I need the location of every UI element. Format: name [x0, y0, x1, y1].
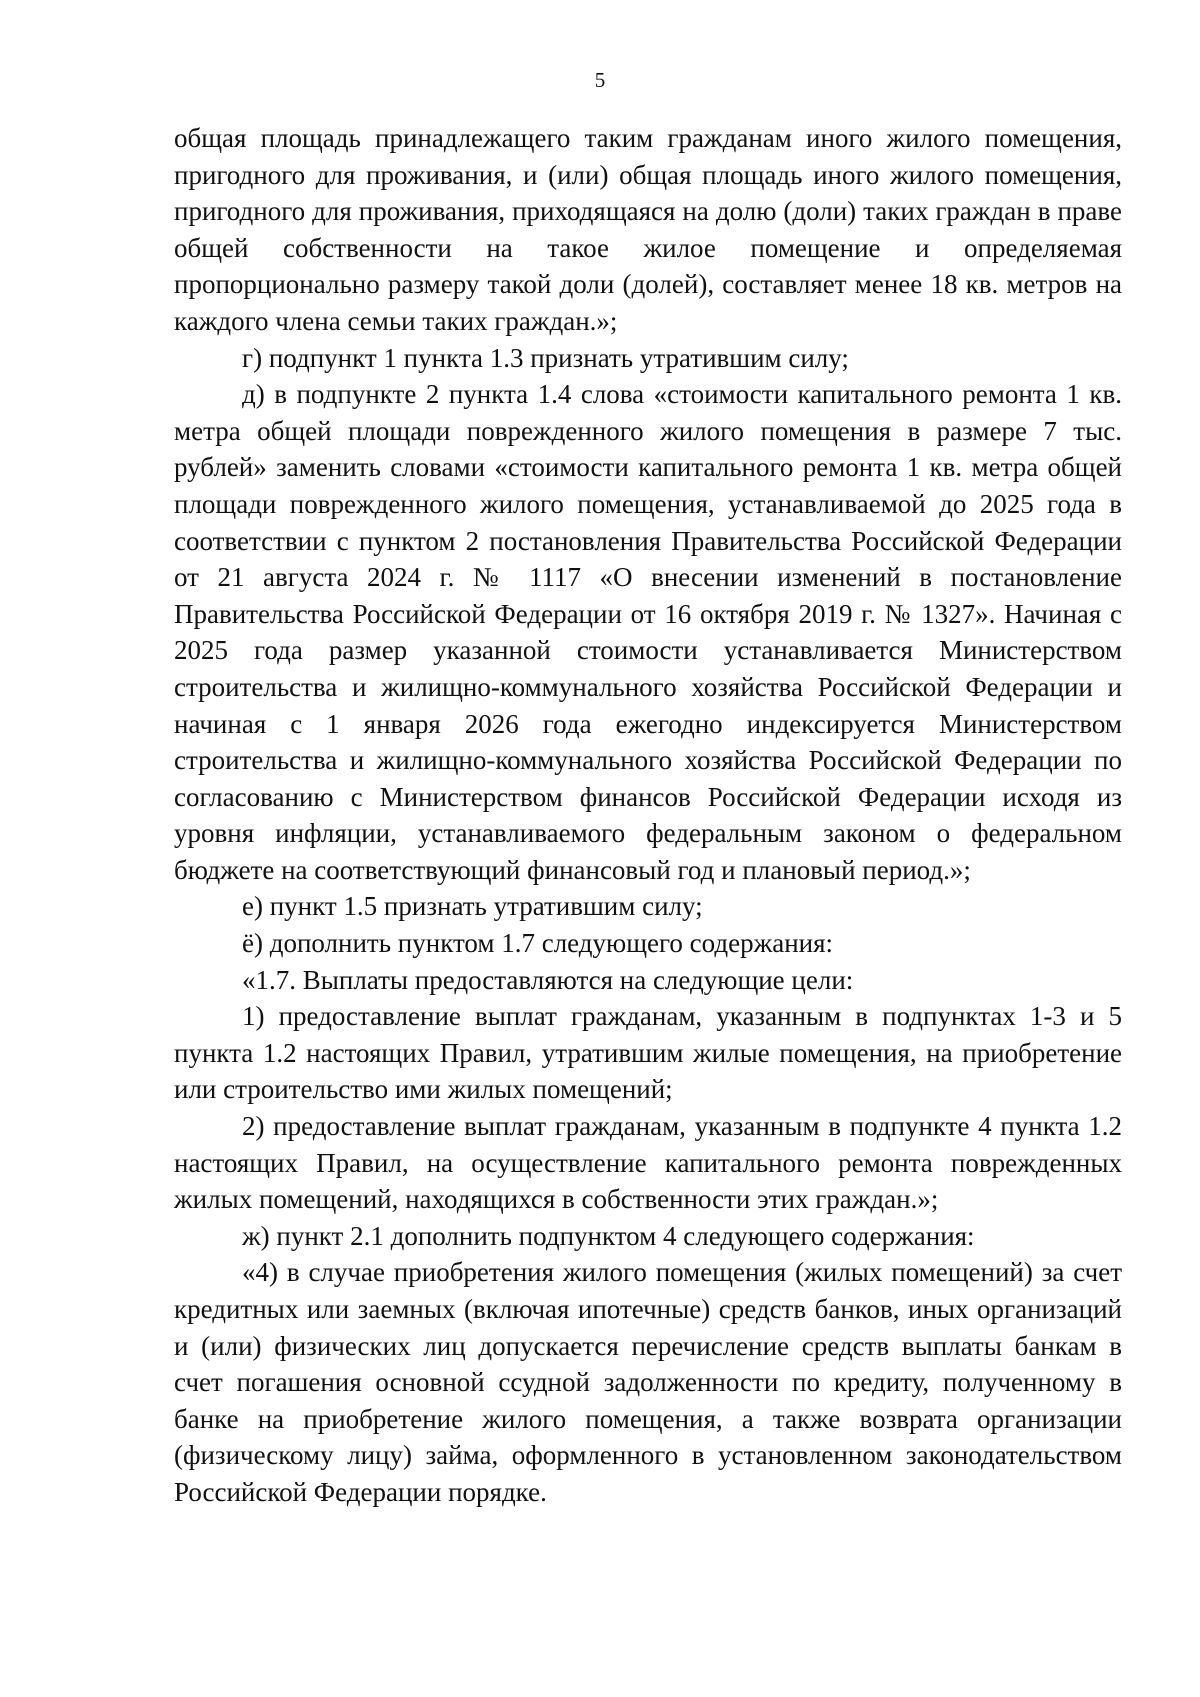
- page-number: 5: [594, 68, 606, 92]
- paragraph-4: е) пункт 1.5 признать утратившим силу;: [242, 891, 703, 922]
- paragraph-3: д) в подпункте 2 пункта 1.4 слова «стоимости капитального ремонта 1 кв. метра общей площади поврежденного жилого помещения в размере 7 тыс. рублей» заменить словами «стоимости капитального ремонта 1 кв. метра общей площади поврежденного жилого помещения, устанавливаемой до 2025 года в соответствии с пунктом 2 постановления Правительства Российской Федерации от 21 августа 2024 г. № 1117 «О внесении изменений в постановление Правительства Российской Федерации от 16 октября 2019 г. № 1327». Начиная с 2025 года размер указанной стоимости устанавливается Министерством строительства и жилищно-коммунального хозяйства Российской Федерации и начиная с 1 января 2026 года ежегодно индексируется Министерством строительства и жилищно-коммунального хозяйства Российской Федерации по согласованию с Министерством финансов Российской Федерации исходя из уровня инфляции, устанавливаемого федеральным законом о федеральном бюджете на соответствующий финансовый год и плановый период.»;: [174, 379, 1122, 885]
- paragraph-1: общая площадь принадлежащего таким гражданам иного жилого помещения, пригодного для проживания, и (или) общая площадь иного жилого помещения, пригодного для проживания, приходящаяся на долю (доли) таких граждан в праве общей собственности на такое жилое помещение и определяемая пропорционально размеру такой доли (долей), составляет менее 18 кв. метров на каждого члена семьи таких граждан.»;: [174, 123, 1122, 336]
- paragraph-6: «1.7. Выплаты предоставляются на следующие цели:: [242, 964, 854, 995]
- paragraph-5: ё) дополнить пунктом 1.7 следующего содержания:: [242, 928, 834, 959]
- document-body: [174, 120, 1122, 1511]
- paragraph-2: г) подпункт 1 пункта 1.3 признать утратившим силу;: [242, 342, 849, 373]
- paragraph-7: 1) предоставление выплат гражданам, указанным в подпунктах 1-3 и 5 пункта 1.2 настоящих Правил, утратившим жилые помещения, на приобретение или строительство ими жилых помещений;: [174, 1001, 1122, 1105]
- paragraph-10: «4) в случае приобретения жилого помещения (жилых помещений) за счет кредитных или заемных (включая ипотечные) средств банков, иных организаций и (или) физических лиц допускается перечисление средств выплаты банкам в счет погашения основной ссудной задолженности по кредиту, полученному в банке на приобретение жилого помещения, а также возврата организации (физическому лицу) займа, оформленного в установленном законодательством Российской Федерации порядке.: [174, 1257, 1122, 1507]
- paragraph-8: 2) предоставление выплат гражданам, указанным в подпункте 4 пункта 1.2 настоящих Правил, на осуществление капитального ремонта поврежденных жилых помещений, находящихся в собственности этих граждан.»;: [174, 1111, 1122, 1215]
- paragraph-9: ж) пункт 2.1 дополнить подпунктом 4 следующего содержания:: [242, 1220, 975, 1251]
